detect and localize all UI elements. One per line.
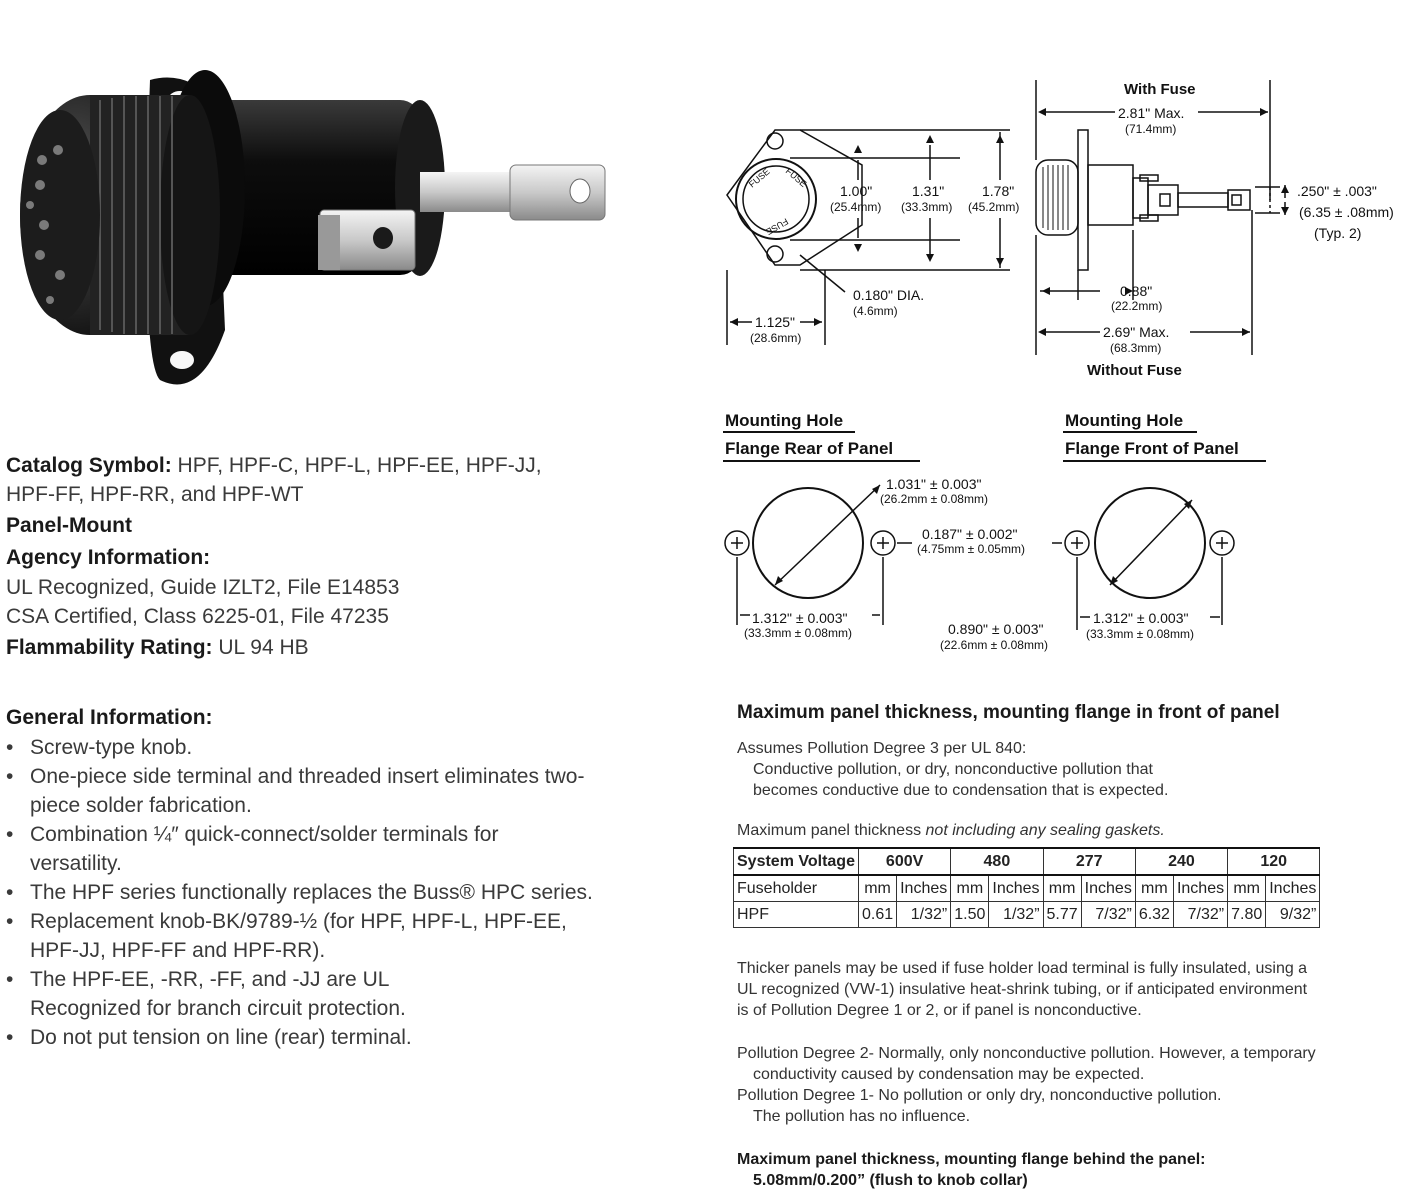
dim-100-mm-label: (25.4mm) <box>830 200 882 214</box>
catalog-symbol-values: HPF, HPF-C, HPF-L, HPF-EE, HPF-JJ, <box>177 454 542 477</box>
bullet-item: • Combination ¼″ quick-connect/solder terminals for versatility. <box>6 820 498 878</box>
table-cell: 6.32 <box>1135 902 1173 928</box>
table-cell: mm <box>1043 875 1081 902</box>
catalog-symbol-values-cont: HPF-FF, HPF-RR, and HPF-WT <box>6 483 304 506</box>
panel-thickness-table <box>733 847 1320 928</box>
mounting-front-heading-1: Mounting Hole <box>1065 411 1184 430</box>
behind-panel-heading: Maximum panel thickness, mounting flange behind the panel: <box>737 1151 1206 1168</box>
max-without-mm-label: (68.3mm) <box>1110 341 1162 355</box>
flammability-label: Flammability Rating: <box>6 636 213 659</box>
table-cell: Inches <box>989 875 1043 902</box>
mounting-front-heading-2: Flange Front of Panel <box>1065 439 1239 458</box>
dim-178-label: 1.78" <box>982 183 1015 199</box>
dim-088-mm-label: (22.2mm) <box>1111 299 1163 313</box>
bullet-item: • The HPF series functionally replaces the Buss® HPC series. <box>6 878 593 907</box>
pollution-degree-2-line1: Pollution Degree 2- Normally, only nonconductive pollution. However, a temporary <box>737 1045 1316 1062</box>
dim-1125-label: 1.125" <box>755 314 796 330</box>
dim-100-label: 1.00" <box>840 183 873 199</box>
table-row <box>734 902 1320 928</box>
behind-panel-value: 5.08mm/0.200” (flush to knob collar) <box>753 1172 1028 1189</box>
table-cell: Inches <box>1081 875 1135 902</box>
table-header-cell: System Voltage <box>734 848 859 875</box>
dim-131-mm-label: (33.3mm) <box>901 200 953 214</box>
thicker-text-2: UL recognized (VW-1) insulative heat-shrink tubing, or if anticipated environment <box>737 981 1308 998</box>
bullet-icon: • <box>6 823 14 846</box>
table-row <box>734 875 1320 902</box>
catalog-symbol-label: Catalog Symbol: <box>6 454 172 477</box>
max-without-label: 2.69" Max. <box>1103 324 1170 340</box>
agency-csa: CSA Certified, Class 6225-01, File 47235 <box>6 605 389 628</box>
mounting-rear-heading-2: Flange Rear of Panel <box>725 439 894 458</box>
fuse-word-3: FUSE <box>764 216 790 237</box>
max-with-label: 2.81" Max. <box>1118 105 1185 121</box>
offset-label: 0.890" ± 0.003" <box>948 621 1044 637</box>
hole-diameter-mm-label: (26.2mm ± 0.08mm) <box>880 492 988 506</box>
table-cell: 0.61 <box>858 902 896 928</box>
table-cell: 7/32” <box>1081 902 1135 928</box>
max-with-mm-label: (71.4mm) <box>1125 122 1177 136</box>
agency-ul: UL Recognized, Guide IZLT2, File E14853 <box>6 576 400 599</box>
terminal-typ-label: (Typ. 2) <box>1314 225 1362 241</box>
span-front-mm-label: (33.3mm ± 0.08mm) <box>1086 627 1194 641</box>
table-header-cell: 277 <box>1043 848 1135 875</box>
bullet-icon: • <box>6 765 14 788</box>
conductive-text-1: Conductive pollution, or dry, nonconductive pollution that <box>753 761 1153 778</box>
bullet-icon: • <box>6 736 14 759</box>
pollution-degree-1-line1: Pollution Degree 1- No pollution or only dry, nonconductive pollution. <box>737 1087 1222 1104</box>
bullet-item: • One-piece side terminal and threaded insert eliminates two- piece solder fabrication. <box>6 762 584 820</box>
dim-088-label: 0.88" <box>1120 283 1153 299</box>
catalog-symbol-line <box>6 451 542 480</box>
agency-heading: Agency Information: <box>6 546 211 569</box>
table-header-cell: 120 <box>1228 848 1320 875</box>
pollution-degree-1-line2: The pollution has no influence. <box>753 1108 971 1125</box>
panel-mount-heading: Panel-Mount <box>6 514 132 537</box>
small-hole-label: 0.187" ± 0.002" <box>922 526 1018 542</box>
table-cell: Inches <box>897 875 951 902</box>
table-cell: 7/32” <box>1173 902 1227 928</box>
bullet-icon: • <box>6 1026 14 1049</box>
hole-dia-mm-label: (4.6mm) <box>853 304 898 318</box>
table-header-cell: 240 <box>1135 848 1227 875</box>
table-cell: Inches <box>1266 875 1320 902</box>
bullet-icon: • <box>6 881 14 904</box>
table-cell: Inches <box>1173 875 1227 902</box>
max-thickness-note: Maximum panel thickness not including any sealing gaskets. <box>737 822 1165 839</box>
table-cell: mm <box>1228 875 1266 902</box>
terminal-mm-label: (6.35 ± .08mm) <box>1299 204 1394 220</box>
offset-mm-label: (22.6mm ± 0.08mm) <box>940 638 1048 652</box>
table-cell: 5.77 <box>1043 902 1081 928</box>
table-header-cell: 480 <box>951 848 1043 875</box>
table-header-cell: 600V <box>858 848 950 875</box>
fuse-word-1: FUSE <box>746 166 772 190</box>
hole-dia-label: 0.180" DIA. <box>853 287 925 303</box>
with-fuse-label: With Fuse <box>1124 81 1196 98</box>
span-front-label: 1.312" ± 0.003" <box>1093 610 1189 626</box>
bullet-item: • Screw-type knob. <box>6 733 192 762</box>
table-header-row <box>734 848 1320 875</box>
flammability-line <box>6 633 309 662</box>
table-cell: HPF <box>734 902 859 928</box>
pollution-degree-2-line2: conductivity caused by condensation may be expected. <box>753 1066 1145 1083</box>
table-cell: 1/32” <box>897 902 951 928</box>
dim-131-label: 1.31" <box>912 183 945 199</box>
small-hole-mm-label: (4.75mm ± 0.05mm) <box>917 542 1025 556</box>
assumes-text: Assumes Pollution Degree 3 per UL 840: <box>737 740 1027 757</box>
table-cell: 7.80 <box>1228 902 1266 928</box>
table-cell: mm <box>1135 875 1173 902</box>
table-cell: 9/32” <box>1266 902 1320 928</box>
bullet-item: • Do not put tension on line (rear) terminal. <box>6 1023 412 1052</box>
without-fuse-label: Without Fuse <box>1087 362 1182 379</box>
table-cell: 1.50 <box>951 902 989 928</box>
span-rear-mm-label: (33.3mm ± 0.08mm) <box>744 626 852 640</box>
general-heading: General Information: <box>6 706 213 729</box>
hole-diameter-label: 1.031" ± 0.003" <box>886 476 982 492</box>
mounting-rear-heading-1: Mounting Hole <box>725 411 844 430</box>
bullet-item: • Replacement knob-BK/9789-½ (for HPF, HPF-L, HPF-EE, HPF-JJ, HPF-FF and HPF-RR). <box>6 907 567 965</box>
terminal-label: .250" ± .003" <box>1297 183 1377 199</box>
thicker-text-3: is of Pollution Degree 1 or 2, or if panel is nonconductive. <box>737 1002 1142 1019</box>
span-rear-label: 1.312" ± 0.003" <box>752 610 848 626</box>
bullet-item: • The HPF-EE, -RR, -FF, and -JJ are UL Recognized for branch circuit protection. <box>6 965 406 1023</box>
table-cell: 1/32” <box>989 902 1043 928</box>
thicker-text-1: Thicker panels may be used if fuse holder load terminal is fully insulated, using a <box>737 960 1308 977</box>
table-cell: Fuseholder <box>734 875 859 902</box>
fuse-holder-photo <box>0 60 620 400</box>
bullet-icon: • <box>6 968 14 991</box>
front-panel-heading: Maximum panel thickness, mounting flange in front of panel <box>737 702 1280 723</box>
table-cell: mm <box>951 875 989 902</box>
flammability-value: UL 94 HB <box>218 636 309 659</box>
dim-178-mm-label: (45.2mm) <box>968 200 1020 214</box>
conductive-text-2: becomes conductive due to condensation that is expected. <box>753 782 1169 799</box>
dim-1125-mm-label: (28.6mm) <box>750 331 802 345</box>
bullet-icon: • <box>6 910 14 933</box>
fuse-word-2: FUSE <box>783 165 809 189</box>
table-cell: mm <box>858 875 896 902</box>
dimension-drawing <box>700 70 1417 690</box>
